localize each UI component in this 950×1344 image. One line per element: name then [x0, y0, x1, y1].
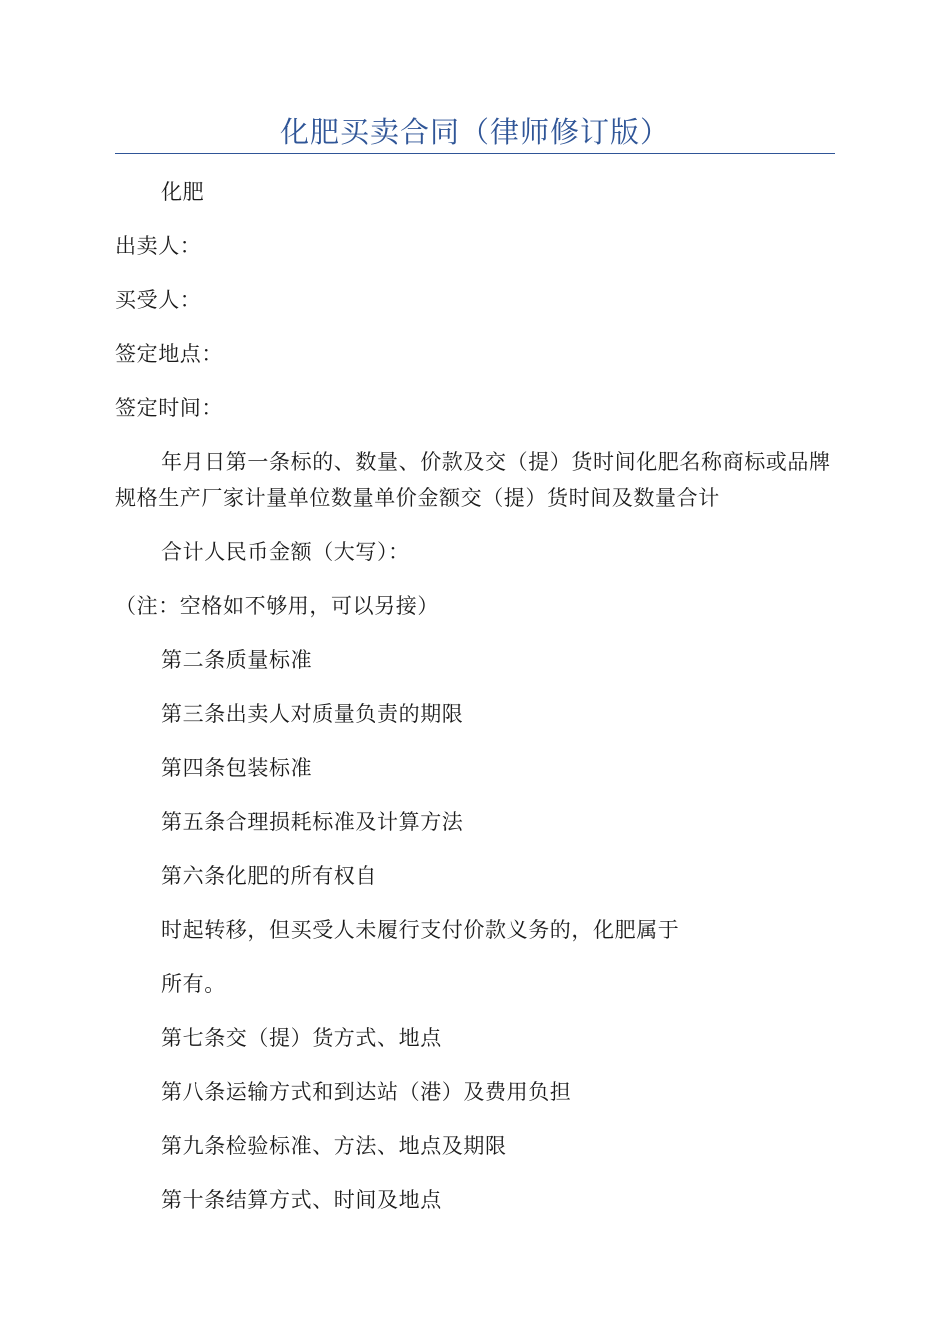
paragraph-article-6-end: 所有。 [161, 972, 226, 996]
paragraph-seller: 出卖人： [115, 234, 202, 258]
document-body [115, 174, 835, 1218]
paragraph-article-3: 第三条出卖人对质量负责的期限 [161, 702, 464, 726]
paragraph-article-4: 第四条包装标准 [161, 756, 313, 780]
paragraph-article-8: 第八条运输方式和到达站（港）及费用负担 [161, 1080, 572, 1104]
paragraph-article-5: 第五条合理损耗标准及计算方法 [161, 810, 464, 834]
paragraph-signing-place: 签定地点： [115, 342, 223, 366]
paragraph-note: （注：空格如不够用，可以另接） [115, 594, 439, 618]
paragraph-article-6: 第六条化肥的所有权自 [161, 864, 377, 888]
paragraph-total-amount: 合计人民币金额（大写）： [161, 540, 410, 564]
paragraph-article-9: 第九条检验标准、方法、地点及期限 [161, 1134, 507, 1158]
paragraph-article-1: 年月日第一条标的、数量、价款及交（提）货时间化肥名称商标或品牌规格生产厂家计量单位数量单价金额交（提）货时间及数量合计 [115, 450, 831, 510]
title-underline [115, 153, 835, 154]
document-title: 化肥买卖合同（律师修订版） [279, 115, 670, 149]
paragraph-article-7: 第七条交（提）货方式、地点 [161, 1026, 442, 1050]
paragraph-article-6-cont: 时起转移，但买受人未履行支付价款义务的，化肥属于 [161, 918, 680, 942]
paragraph-buyer: 买受人： [115, 288, 202, 312]
paragraph-product: 化肥 [161, 180, 205, 204]
paragraph-signing-time: 签定时间： [115, 396, 223, 420]
paragraph-article-10: 第十条结算方式、时间及地点 [161, 1188, 442, 1212]
paragraph-article-2: 第二条质量标准 [161, 648, 313, 672]
